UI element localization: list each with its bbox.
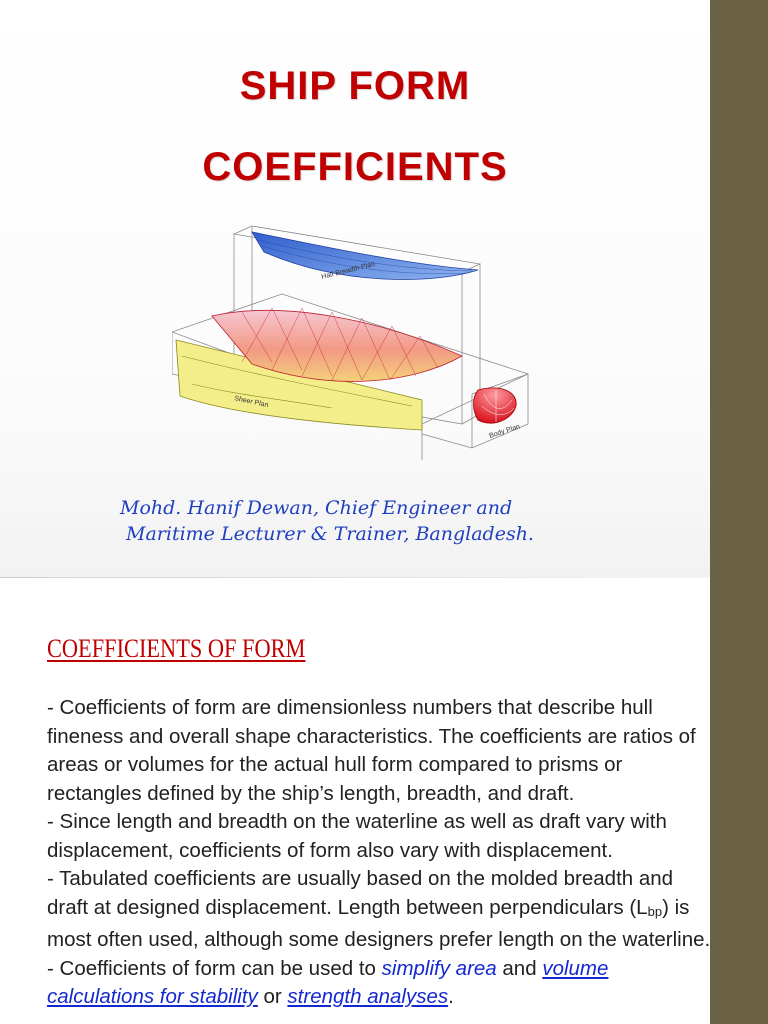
paragraph-3	[47, 865, 715, 955]
half-breadth-plan-shape	[252, 232, 478, 280]
paragraph-1: - Coefficients of form are dimensionless numbers that describe hull fineness and overall shape characteristics. The coefficients are ratios of areas or volumes for the actual hull form compared to prisms or rectangles defined by the ship’s length, breadth, and draft.	[47, 696, 696, 805]
slide-side-bar	[710, 0, 768, 578]
strength-analyses-link[interactable]: strength analyses	[287, 985, 449, 1008]
half-breadth-plan-label: Half Breadth Plan	[320, 260, 376, 281]
body-text	[47, 694, 715, 1012]
author-line-1: Mohd. Hanif Dewan, Chief Engineer and	[120, 497, 513, 519]
section-heading: COEFFICIENTS OF FORM	[47, 634, 306, 663]
paragraph-3-text-b: ) is most often used, although some designers prefer length on the waterline.	[47, 895, 711, 951]
lbp-subscript: bp	[647, 903, 663, 919]
slide-title-line-1: SHIP FORM	[239, 64, 471, 108]
paragraph-3-text-a: - Tabulated coefficients are usually based on the molded breadth and draft at designed displacement. Length between perpendiculars (L	[47, 867, 674, 919]
paragraph-4-and: and	[496, 956, 543, 980]
body-plan-shape	[474, 388, 517, 423]
paragraph-2: - Since length and breadth on the waterline as well as draft vary with displacement, coefficients of form also vary with displacement.	[47, 810, 667, 862]
paragraph-4-text: - Coefficients of form can be used to	[47, 956, 382, 980]
author-line-2: Maritime Lecturer & Trainer, Bangladesh.	[126, 523, 534, 545]
simplify-area-link[interactable]: simplify area	[381, 956, 497, 980]
slide-title-line-2: COEFFICIENTS	[202, 145, 508, 189]
paragraph-4-end: .	[448, 985, 454, 1008]
slide-side-bar	[710, 578, 768, 1024]
content-slide	[0, 578, 768, 1024]
sheer-plan-label: Sheer Plan	[233, 395, 269, 410]
paragraph-4-or: or	[257, 985, 288, 1008]
volume-calculations-link[interactable]: volume calculations for stability	[47, 956, 609, 1008]
body-plan-label: Body Plan	[488, 423, 521, 440]
ship-lines-plan-figure	[172, 224, 544, 460]
paragraph-4	[47, 955, 715, 1012]
